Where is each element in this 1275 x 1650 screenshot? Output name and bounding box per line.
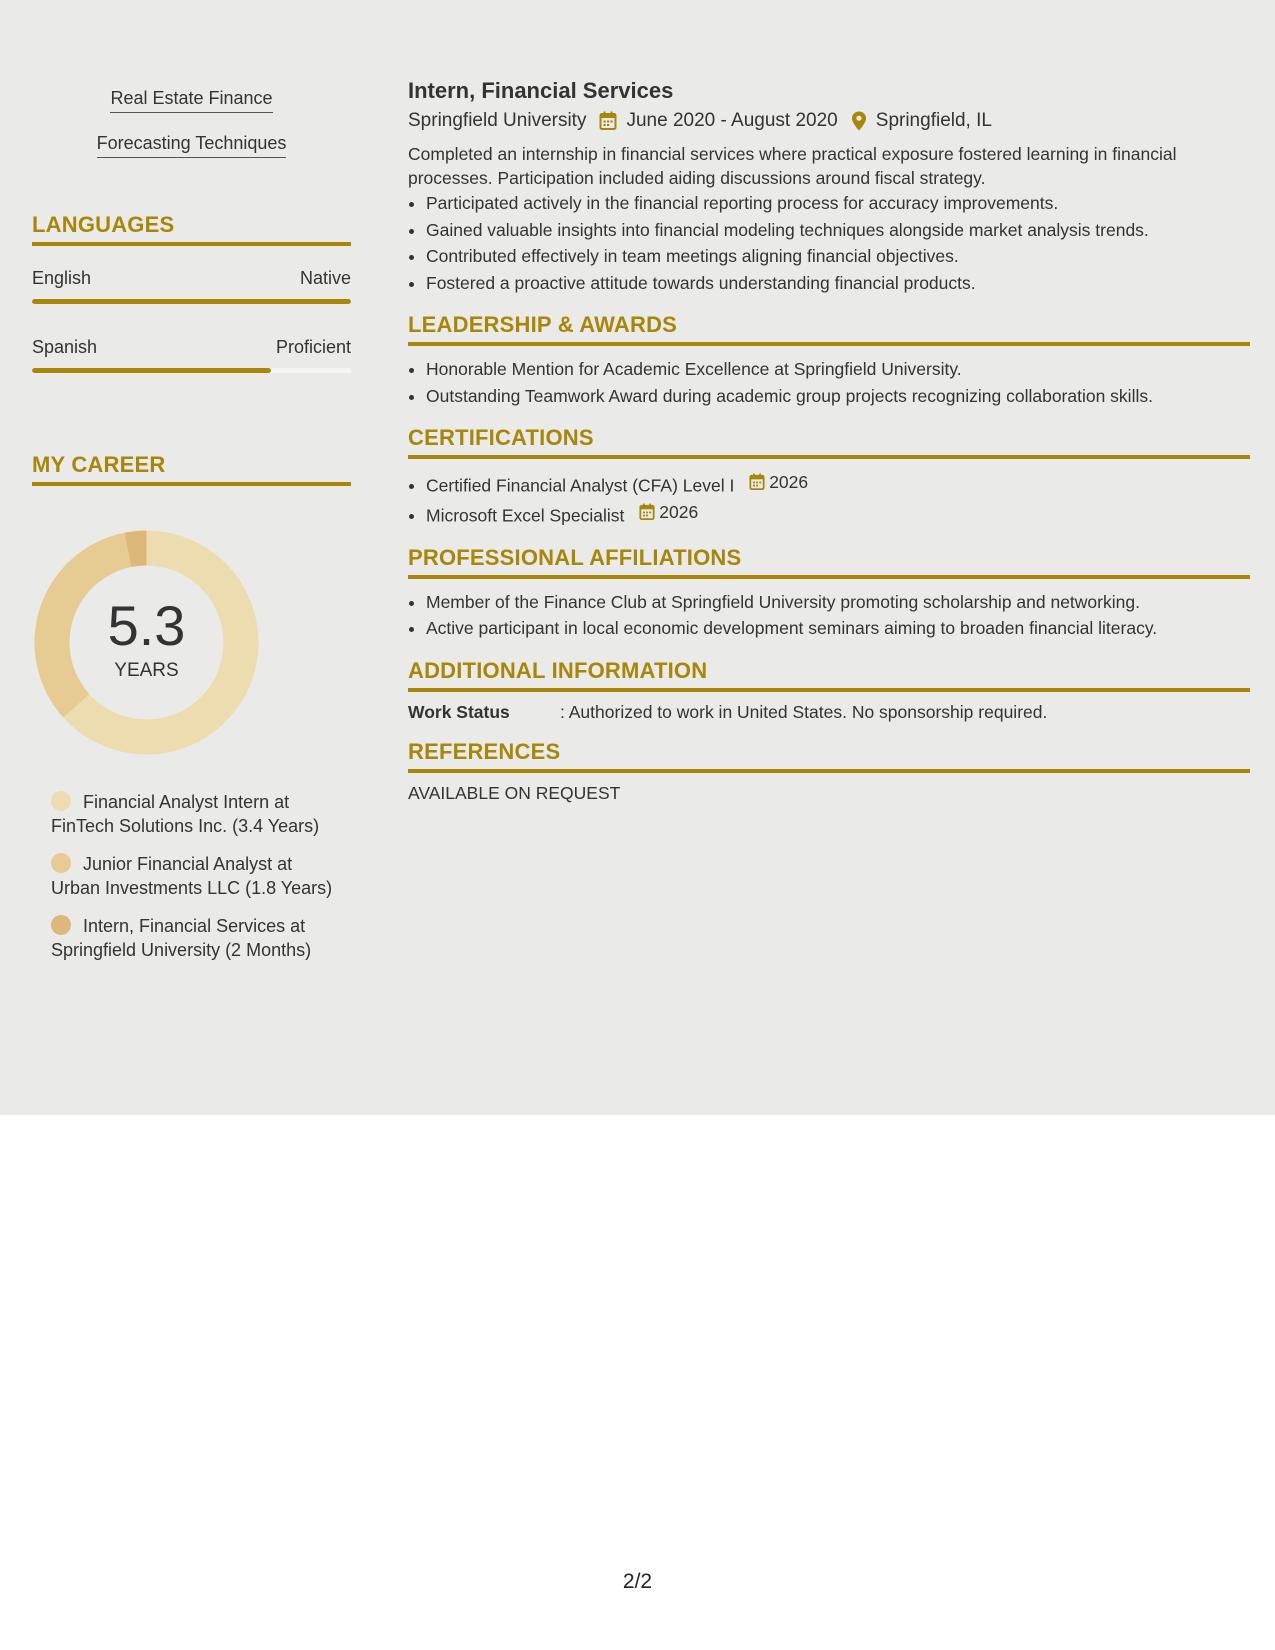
page-number: 2/2 <box>622 1570 653 1593</box>
legend-item <box>51 852 341 900</box>
cert-name: Microsoft Excel Specialist <box>426 505 625 525</box>
career-donut-chart <box>34 530 259 755</box>
language-bar <box>32 368 351 373</box>
language-name: English <box>32 268 92 288</box>
legend-item <box>51 914 341 962</box>
skill-label: Forecasting Techniques <box>97 133 287 158</box>
calendar-icon <box>599 111 617 131</box>
legend-label: Intern, Financial Services at Springfield University (2 Months) <box>51 916 312 960</box>
career-total-value: 5.3 <box>107 593 186 657</box>
language-row <box>32 337 351 358</box>
list-item <box>426 469 1250 499</box>
language-row <box>32 268 351 289</box>
work-status-value: : Authorized to work in United States. No sponsorship required. <box>560 701 1048 722</box>
calendar-icon <box>639 503 655 521</box>
list-item: • Contributed effectively in team meetings aligning financial objectives. <box>426 243 1250 270</box>
language-name: Spanish <box>32 337 98 357</box>
list-item <box>426 499 1250 529</box>
career-legend <box>51 790 341 976</box>
certifications-list <box>408 469 1250 529</box>
list-item: • Honorable Mention for Academic Excellence at Springfield University. <box>426 356 1250 383</box>
references-text: AVAILABLE ON REQUEST <box>408 782 621 803</box>
work-status-row <box>408 702 1250 723</box>
leadership-heading: LEADERSHIP & AWARDS <box>408 312 1250 346</box>
list-item: • Gained valuable insights into financial modeling techniques alongside market analysis trends. <box>426 217 1250 244</box>
legend-item <box>51 790 341 838</box>
list-item: • Fostered a proactive attitude towards understanding financial products. <box>426 270 1250 297</box>
job-bullets <box>408 190 1250 296</box>
skill-label: Real Estate Finance <box>110 88 272 113</box>
donut-center <box>34 530 259 755</box>
map-pin-icon <box>851 111 867 131</box>
job-meta <box>408 110 1250 132</box>
skill-tag <box>32 88 351 113</box>
language-bar-fill <box>32 368 271 373</box>
legend-dot <box>51 915 71 935</box>
cert-year: 2026 <box>659 501 699 522</box>
legend-dot <box>51 853 71 873</box>
list-item: • Participated actively in the financial reporting process for accuracy improvements. <box>426 190 1250 217</box>
leadership-list <box>408 356 1250 409</box>
legend-dot <box>51 791 71 811</box>
cert-name: Certified Financial Analyst (CFA) Level I <box>426 475 735 496</box>
language-bar <box>32 299 351 304</box>
language-bar-fill <box>32 299 351 304</box>
job-description: Completed an internship in financial services where practical exposure fostered learning in financial processes. Participation included aiding discussions around fiscal strategy. <box>408 144 1177 188</box>
skill-tag <box>32 133 351 158</box>
list-item: • Active participant in local economic development seminars aiming to broaden financial literacy. <box>426 615 1250 642</box>
legend-label: Financial Analyst Intern at FinTech Solutions Inc. (3.4 Years) <box>51 792 320 836</box>
career-heading: MY CAREER <box>32 452 351 486</box>
cert-date <box>639 499 698 526</box>
references-heading: REFERENCES <box>408 739 1250 773</box>
right-column <box>408 78 1250 804</box>
job-dates: June 2020 - August 2020 <box>626 110 838 131</box>
affiliations-list <box>408 589 1250 642</box>
job-company: Springfield University <box>408 110 587 131</box>
languages-heading: LANGUAGES <box>32 212 351 246</box>
cert-date <box>749 469 808 496</box>
list-item: • Member of the Finance Club at Springfield University promoting scholarship and networking. <box>426 589 1250 616</box>
language-level: Proficient <box>275 337 351 357</box>
calendar-icon <box>749 473 765 491</box>
career-total-unit: YEARS <box>114 659 179 681</box>
language-level: Native <box>299 268 351 288</box>
work-status-label: Work Status <box>408 701 510 722</box>
job-title: Intern, Financial Services <box>408 78 674 103</box>
cert-year: 2026 <box>769 472 809 492</box>
job-location: Springfield, IL <box>875 110 992 131</box>
list-item: • Outstanding Teamwork Award during academic group projects recognizing collaboration skills. <box>426 383 1250 410</box>
affiliations-heading: PROFESSIONAL AFFILIATIONS <box>408 545 1250 579</box>
additional-info-heading: ADDITIONAL INFORMATION <box>408 658 1250 692</box>
legend-label: Junior Financial Analyst at Urban Investments LLC (1.8 Years) <box>51 854 333 898</box>
certifications-heading: CERTIFICATIONS <box>408 425 1250 459</box>
